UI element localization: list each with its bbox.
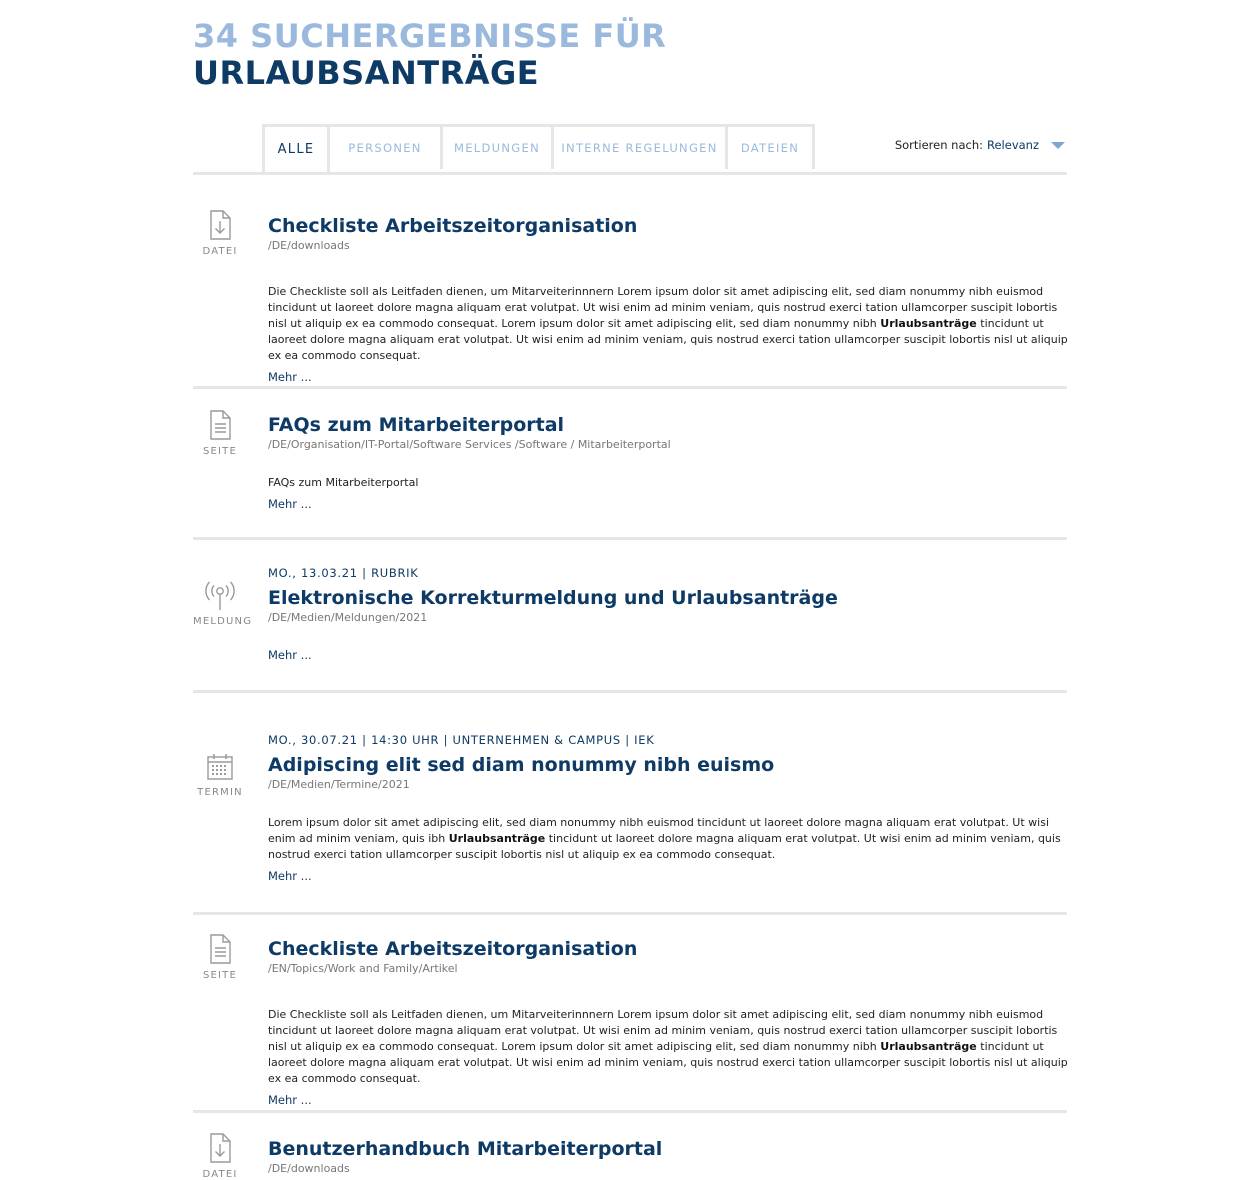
tab-personen[interactable]: PERSONEN [330, 124, 443, 169]
result-path: /EN/Topics/Work and Family/Artikel [268, 962, 458, 975]
search-result [193, 693, 1067, 915]
page-title [193, 18, 666, 92]
result-title[interactable]: Checkliste Arbeitszeitorganisation [268, 938, 638, 960]
search-result [193, 914, 1067, 1114]
more-link[interactable]: Mehr ... [268, 370, 312, 384]
filter-tabs [262, 124, 815, 172]
description-text: Lorem ipsum dolor sit amet adipiscing elit, sed diam nonummy nibh euismod tincidunt ut laoreet dolore magna aliquam erat volutpat. Ut wisi enim ad minim veniam, quis ibh [268, 816, 1050, 845]
more-link[interactable]: Mehr ... [268, 869, 312, 883]
description-text: tincidunt ut laoreet dolore magna aliquam erat volutpat. Ut wisi enim ad minim veniam, quis nostrud exerci tation ullamcorper suscipit lobortis nisl ut aliquip ex ea commodo consequat. [268, 1040, 1068, 1085]
result-content [268, 937, 1068, 1108]
search-result [193, 540, 1067, 695]
more-link[interactable]: Mehr ... [268, 497, 312, 511]
result-content [268, 1137, 1068, 1175]
result-type [193, 934, 247, 981]
result-content [268, 214, 1068, 385]
calendar-icon [206, 753, 234, 781]
result-path: /DE/downloads [268, 239, 350, 252]
result-type-label: DATEI [202, 1169, 238, 1180]
result-type [193, 1133, 247, 1180]
result-path: /DE/Medien/Termine/2021 [268, 778, 410, 791]
result-path: /DE/Medien/Meldungen/2021 [268, 611, 428, 624]
result-divider [193, 386, 1067, 389]
search-result [193, 1113, 1067, 1180]
result-type-label: MELDUNG [193, 616, 253, 627]
filter-tab-bar [193, 124, 1067, 175]
page-icon [209, 410, 231, 440]
result-description [268, 1007, 1068, 1087]
search-result [193, 190, 1067, 390]
tab-alle[interactable]: ALLE [262, 124, 330, 172]
result-path: /DE/downloads [268, 1162, 350, 1175]
search-term-heading: URLAUBSANTRÄGE [193, 54, 540, 92]
result-type-label: DATEI [202, 246, 238, 257]
result-meta: MO., 13.03.21 | RUBRIK [268, 566, 419, 580]
search-term-highlight: Urlaubsanträge [880, 317, 977, 330]
result-meta: MO., 30.07.21 | 14:30 UHR | UNTERNEHMEN & CAMPUS | IEK [268, 733, 655, 747]
result-description: FAQs zum Mitarbeiterportal [268, 476, 419, 489]
result-title[interactable]: FAQs zum Mitarbeiterportal [268, 414, 565, 436]
search-term-highlight: Urlaubsanträge [448, 832, 546, 845]
description-text: tincidunt ut laoreet dolore magna aliquam erat volutpat. Ut wisi enim ad minim veniam, quis nostrud exerci tation ullamcorper suscipit lobortis nisl ut aliquip ex ea commodo consequat. [268, 317, 1068, 362]
description-text: Die Checkliste soll als Leitfaden dienen, um Mitarveiterinnnern Lorem ipsum dolor sit amet adipiscing elit, sed diam nonummy nibh euismod tincidunt ut laoreet dolore magna aliquam erat volutpat. Ut wisi enim ad minim veniam, quis nostrud exerci tation ullamcorper suscipit lobortis nisl ut aliquip ex ea commodo consequat. Lorem ipsum dolor sit amet adipiscing elit, sed diam nonummy nibh [268, 285, 1058, 330]
tab-dateien[interactable]: DATEIEN [728, 124, 815, 169]
result-count-heading: 34 SUCHERGEBNISSE FÜR [193, 17, 667, 55]
tab-interne-regelungen[interactable]: INTERNE REGELUNGEN [554, 124, 728, 169]
result-type-label: SEITE [202, 446, 238, 457]
result-title[interactable]: Adipiscing elit sed diam nonummy nibh euismo [268, 754, 775, 776]
description-text: tincidunt ut laoreet dolore magna aliquam erat volutpat. Ut wisi enim ad minim veniam, quis nostrud exerci tation ullamcorper suscipit lobortis nisl ut aliquip ex ea commodo consequat. [268, 832, 1061, 861]
chevron-down-icon[interactable] [1051, 142, 1065, 149]
result-description [268, 284, 1068, 364]
result-type [193, 753, 247, 798]
result-title[interactable]: Benutzerhandbuch Mitarbeiterportal [268, 1138, 663, 1160]
result-description [268, 815, 1068, 863]
search-term-highlight: Urlaubsanträge [880, 1040, 977, 1053]
broadcast-icon [203, 580, 237, 612]
search-result [193, 390, 1067, 540]
result-path: /DE/Organisation/IT-Portal/Software Services /Software / Mitarbeiterportal [268, 438, 671, 451]
sort-value[interactable]: Relevanz [987, 138, 1039, 152]
file-download-icon [209, 1133, 231, 1163]
sort-label: Sortieren nach: [894, 138, 983, 152]
tab-meldungen[interactable]: MELDUNGEN [443, 124, 554, 169]
result-type-label: SEITE [202, 970, 238, 981]
result-type-label: TERMIN [197, 787, 243, 798]
result-type [193, 410, 247, 457]
file-download-icon [209, 210, 231, 240]
sort-control [895, 138, 1065, 152]
description-text: Die Checkliste soll als Leitfaden dienen, um Mitarveiterinnnern Lorem ipsum dolor sit amet adipiscing elit, sed diam nonummy nibh euismod tincidunt ut laoreet dolore magna aliquam erat volutpat. Ut wisi enim ad minim veniam, quis nostrud exerci tation ullamcorper suscipit lobortis nisl ut aliquip ex ea commodo consequat. Lorem ipsum dolor sit amet adipiscing elit, sed diam nonummy nibh [268, 1008, 1058, 1053]
result-content [268, 413, 1068, 512]
result-content [268, 733, 1068, 884]
more-link[interactable]: Mehr ... [268, 648, 312, 662]
result-title[interactable]: Elektronische Korrekturmeldung und Urlaubsanträge [268, 587, 838, 609]
page-icon [209, 934, 231, 964]
result-type [193, 210, 247, 257]
result-type [193, 580, 253, 627]
result-content [268, 566, 1068, 663]
more-link[interactable]: Mehr ... [268, 1093, 312, 1107]
result-title[interactable]: Checkliste Arbeitszeitorganisation [268, 215, 638, 237]
